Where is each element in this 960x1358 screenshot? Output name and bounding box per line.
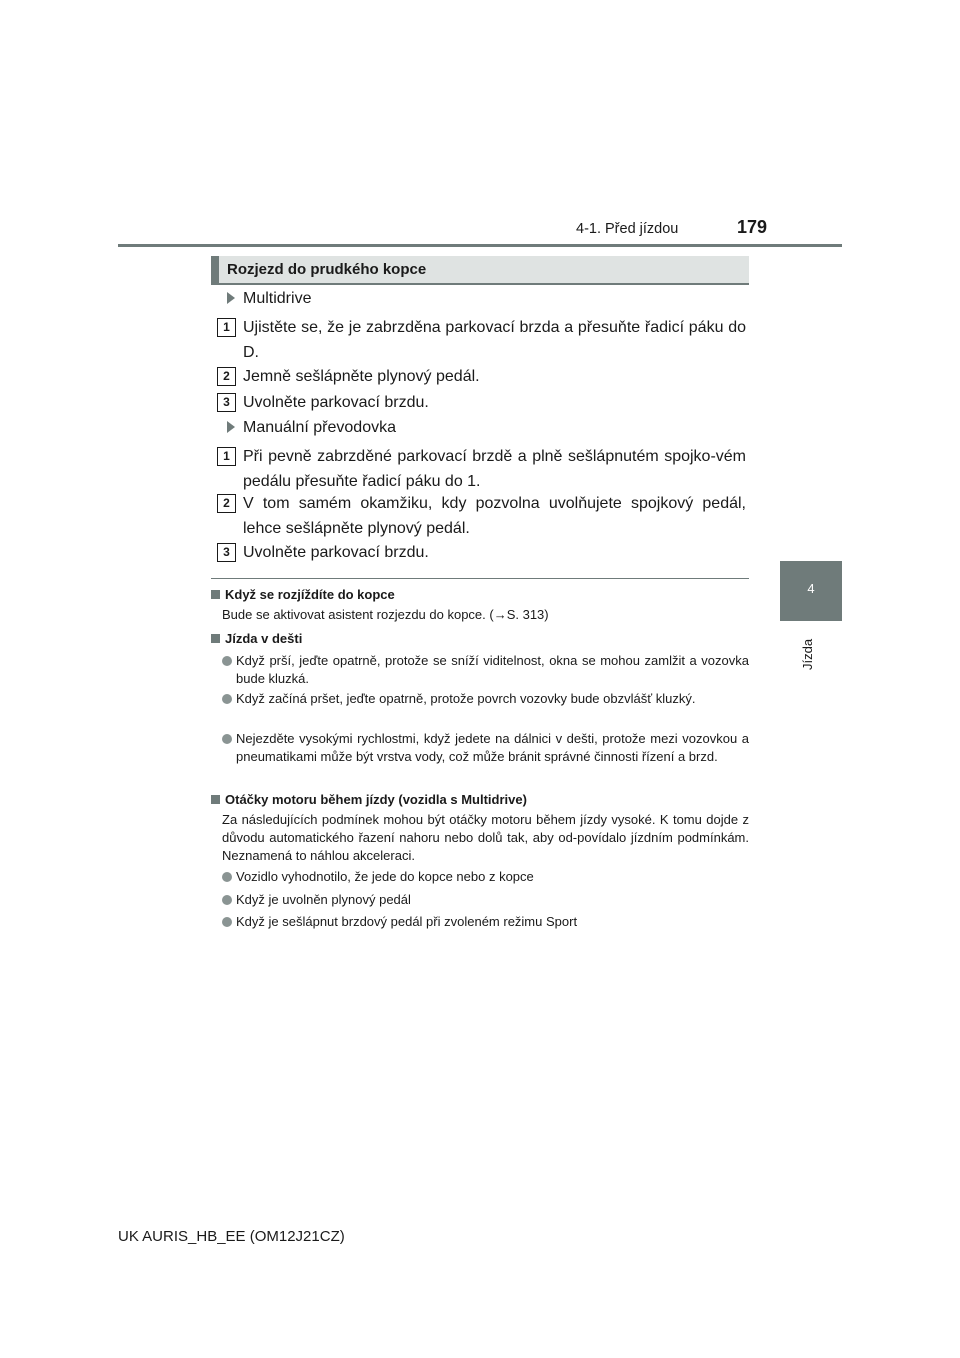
step-text: Při pevně zabrzděné parkovací brzdě a plně sešlápnutém spojko-vém pedálu přesuňte řadicí páku do 1.: [243, 448, 746, 490]
note-text: Bude se aktivovat asistent rozjezdu do kopce. (→S. 313): [222, 607, 549, 622]
step-text: Ujistěte se, že je zabrzděna parkovací brzda a přesuňte řadicí páku do D.: [243, 319, 746, 361]
step-number: 2: [217, 494, 236, 513]
step-number: 3: [217, 393, 236, 412]
circle-bullet-icon: [222, 656, 232, 666]
subheading-manual: Manuální převodovka: [227, 419, 396, 437]
page-number: 179: [737, 217, 768, 237]
circle-bullet-icon: [222, 694, 232, 704]
bullet-item: Nejezděte vysokými rychlostmi, když jedete na dálnici v dešti, protože mezi vozovkou a pneumatikami může být vrstva vody, což může bránit správné činnosti řízení a brzd.: [222, 730, 749, 766]
chapter-label-text: Jízda: [800, 638, 815, 670]
model-code: UK AURIS_HB_EE (OM12J21CZ): [118, 1228, 345, 1245]
square-bullet-icon: [211, 634, 220, 643]
circle-bullet-icon: [222, 917, 232, 927]
step-number: 2: [217, 367, 236, 386]
circle-bullet-icon: [222, 872, 232, 882]
chapter-tab: 4: [780, 561, 842, 621]
note-text: Za následujících podmínek mohou být otáčky motoru během jízdy vysoké. K tomu dojde z důvodu automatického řazení nahoru nebo dolů tak, aby od-povídalo jízdním podmínkám. Neznamená to náhlou akceleraci.: [222, 812, 749, 863]
triangle-bullet-icon: [227, 292, 235, 304]
section-title: Rozjezd do prudkého kopce: [227, 261, 427, 278]
section-header: [211, 256, 749, 285]
step-text: Uvolněte parkovací brzdu.: [243, 394, 429, 411]
note-heading: Otáčky motoru během jízdy (vozidla s Multidrive): [211, 792, 527, 807]
step-text: Uvolněte parkovací brzdu.: [243, 544, 429, 561]
step-number: 3: [217, 543, 236, 562]
circle-bullet-icon: [222, 734, 232, 744]
step-text: V tom samém okamžiku, kdy pozvolna uvolňujete spojkový pedál, lehce sešlápněte plynový pedál.: [243, 495, 746, 537]
bullet-item: Když prší, jeďte opatrně, protože se sníží viditelnost, okna se mohou zamlžit a vozovka bude kluzká.: [222, 652, 749, 688]
subheading-multidrive: Multidrive: [227, 290, 311, 308]
bullet-item: Když je sešlápnut brzdový pedál při zvoleném režimu Sport: [222, 913, 749, 931]
bullet-item: Vozidlo vyhodnotilo, že jede do kopce nebo z kopce: [222, 868, 749, 886]
bullet-item: Když je uvolněn plynový pedál: [222, 891, 749, 909]
step-number: 1: [217, 318, 236, 337]
square-bullet-icon: [211, 590, 220, 599]
header-rule: [118, 244, 842, 247]
triangle-bullet-icon: [227, 421, 235, 433]
note-heading: Jízda v dešti: [211, 631, 302, 646]
step-number: 1: [217, 447, 236, 466]
chapter-title: 4-1. Před jízdou: [576, 221, 679, 237]
square-bullet-icon: [211, 795, 220, 804]
section-header-bar: [211, 256, 219, 283]
circle-bullet-icon: [222, 895, 232, 905]
section-divider: [211, 578, 749, 579]
chapter-side-label: [800, 626, 820, 676]
note-heading: Když se rozjíždíte do kopce: [211, 587, 395, 602]
step-text: Jemně sešlápněte plynový pedál.: [243, 368, 480, 385]
bullet-item: Když začíná pršet, jeďte opatrně, protože povrch vozovky bude obzvlášť kluzký.: [222, 690, 749, 708]
